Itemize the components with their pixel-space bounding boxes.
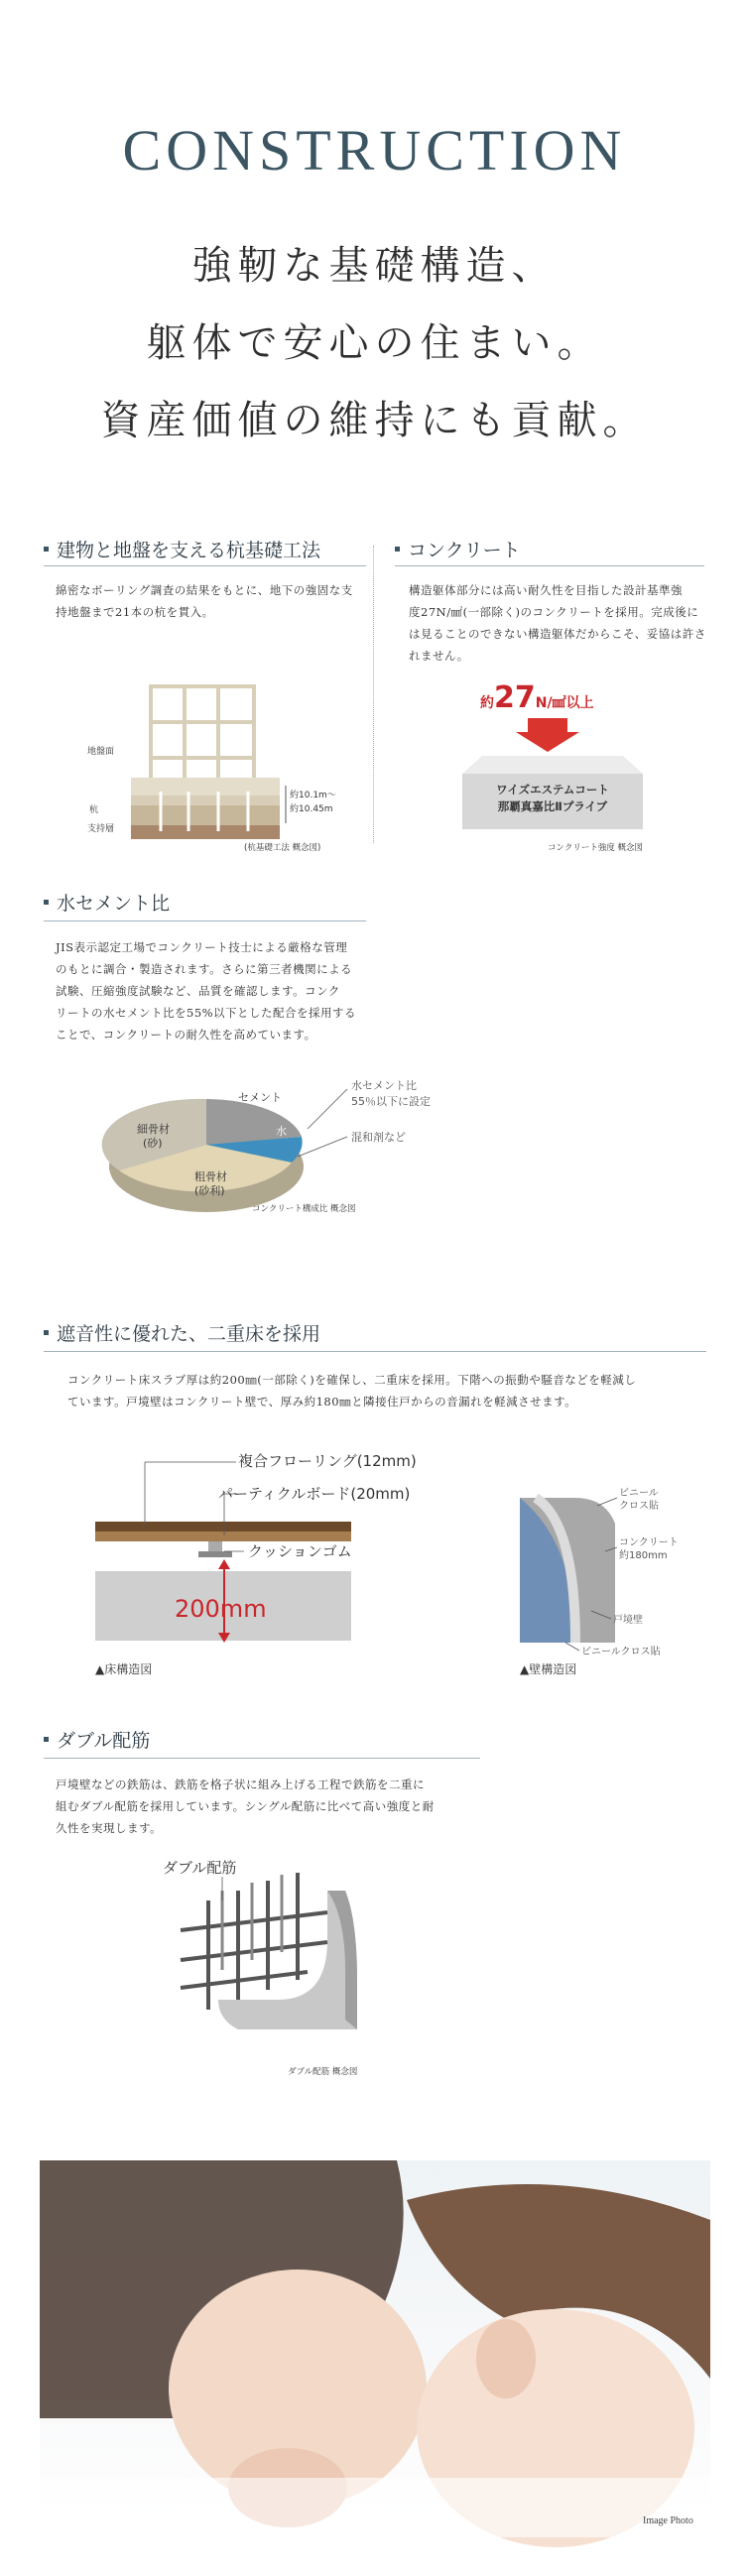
floor-text-line: ています。戸境壁はコンクリート壁で、厚み約180㎜と隣接住戸からの音漏れを軽減させます。 [67, 1395, 577, 1409]
rebar-diagram [159, 1861, 397, 2049]
concrete-text-line: 度27N/㎟(一部除く)のコンクリートを採用。完成後に [409, 605, 699, 619]
column-divider [373, 546, 374, 843]
pie-label-cement: セメント [238, 1091, 282, 1104]
block-top [462, 756, 643, 774]
concrete-text [409, 579, 706, 667]
wall-concrete-label-2: 約180mm [619, 1550, 668, 1561]
water-text-line: JIS表示認定工場でコンクリート技士による厳格な管理 [56, 940, 348, 954]
rebar-caption: ダブル配筋 概念図 [288, 2067, 358, 2077]
soil [131, 805, 280, 825]
vinyl-bottom-label: ビニールクロス貼 [581, 1647, 661, 1657]
pie-label-coarse-2: (砂利) [194, 1184, 225, 1197]
heading-marker [44, 1737, 49, 1742]
concrete-caption: コンクリート強度 概念図 [548, 843, 644, 853]
pile-heading [44, 536, 320, 562]
block-line-1: ワイズエステムコート [496, 783, 609, 797]
rebar-text-line: 久性を実現します。 [56, 1821, 163, 1835]
slab-label: 200mm [175, 1595, 267, 1623]
ground-surface [131, 796, 280, 805]
mother-child-illustration [40, 2160, 710, 2537]
page-title: CONSTRUCTION [122, 118, 627, 183]
water-heading-text: 水セメント比 [57, 893, 171, 915]
catch-line-1: 強靭な基礎構造、 [191, 243, 558, 289]
catch-line-2: 躯体で安心の住まい。 [146, 320, 603, 366]
particle-layer [95, 1532, 351, 1541]
water-text-line: 試験、圧縮強度試験など、品質を確認します。コンク [56, 984, 340, 998]
wall-caption: ▲壁構造図 [520, 1662, 577, 1676]
floor-caption: ▲床構造図 [95, 1662, 153, 1676]
water-text-line: リートの水セメント比を55%以下とした配合を採用する [56, 1006, 357, 1020]
strength-unit: N/㎟以上 [535, 695, 594, 711]
vinyl-top-label-1: ビニール [619, 1488, 659, 1499]
water-text [56, 936, 373, 1045]
composition-pie [99, 1071, 431, 1220]
water-rule [44, 920, 366, 921]
floor-heading-text: 遮音性に優れた、二重床を採用 [57, 1323, 321, 1345]
pile-label: 杭 [89, 805, 99, 815]
floor-diagram [95, 1442, 492, 1651]
concrete-heading [395, 536, 521, 562]
depth-label-2: 約10.45m [290, 804, 333, 814]
concrete-text-line: は見ることのできない構造躯体だからこそ、妥協は許さ [409, 627, 706, 641]
pile-caption: (杭基礎工法 概念図) [244, 843, 321, 853]
pile-heading-text: 建物と地盤を支える杭基礎工法 [57, 540, 321, 561]
floor-text [67, 1369, 712, 1412]
depth-label-1: 約10.1m〜 [290, 791, 336, 800]
legend-line-1: 水セメント比 [351, 1079, 417, 1092]
concrete-block-text [462, 782, 643, 815]
arrow-down-icon [516, 718, 579, 752]
flooring-layer [95, 1522, 351, 1532]
rebar-text-line: 戸境壁などの鉄筋は、鉄筋を格子状に組み上げる工程で鉄筋を二重に [56, 1778, 425, 1791]
building-frame [151, 686, 254, 794]
water-text-line: ことで、コンクリートの耐久性を高めています。 [56, 1028, 316, 1042]
pie-label-fine-2: (砂) [143, 1137, 163, 1150]
water-heading [44, 889, 170, 916]
pie-label-fine-1: 細骨材 [137, 1123, 170, 1136]
rebar-text-line: 組むダブル配筋を採用しています。シングル配筋に比べて高い強度と耐 [56, 1799, 435, 1813]
pile-diagram [79, 675, 367, 853]
cushion-base [198, 1551, 232, 1557]
rebar-label: ダブル配筋 [163, 1859, 237, 1877]
strength-prefix: 約 [480, 695, 494, 711]
foundation [131, 778, 280, 796]
concrete-block [458, 718, 647, 833]
concrete-rule [395, 565, 704, 566]
pie-label-water: 水 [276, 1125, 287, 1138]
heading-marker [44, 1330, 49, 1335]
catch-line-3: 資産価値の維持にも貢献。 [100, 398, 649, 443]
heading-marker [44, 900, 49, 905]
photo-caption: Image Photo [643, 2515, 693, 2526]
wall-concrete-label-1: コンクリート [619, 1537, 679, 1548]
photo-lower-fade [40, 2478, 710, 2537]
floor-rule [44, 1351, 706, 1352]
block-line-2: 那覇真嘉比Ⅱプライブ [497, 799, 608, 813]
strength-label [480, 680, 594, 715]
rebar-text [56, 1774, 492, 1839]
rebar-rule [44, 1758, 480, 1759]
strength-value: 27 [494, 680, 536, 715]
pile-text-line: 綿密なボーリング調査の結果をもとに、地下の強固な支 [56, 583, 353, 597]
support-layer [131, 825, 280, 839]
arrow-up-icon [218, 1559, 230, 1569]
pie-cement [206, 1099, 302, 1145]
pile-rule [44, 565, 366, 566]
cushion-label: クッションゴム [248, 1542, 352, 1560]
ground-label: 地盤面 [87, 747, 115, 757]
rebar-heading [44, 1726, 150, 1753]
flooring-label: 複合フローリング(12mm) [238, 1452, 417, 1470]
pie-label-coarse-1: 粗骨材 [194, 1170, 227, 1183]
floor-text-line: コンクリート床スラブ厚は約200㎜(一部除く)を確保し、二重床を採用。下階への振動や騒音などを軽減し [67, 1373, 637, 1387]
concrete-heading-text: コンクリート [408, 540, 521, 561]
legend-line-2: 55％以下に設定 [351, 1095, 431, 1108]
layer-label: 支持層 [87, 824, 115, 834]
rebar-heading-text: ダブル配筋 [57, 1730, 151, 1752]
lifestyle-photo [40, 2160, 710, 2537]
child-hand [476, 2319, 536, 2398]
water-text-line: のもとに調合・製造されます。さらに第三者機関による [56, 962, 353, 976]
rebar-grid [181, 1873, 327, 2010]
vinyl-top-label-2: クロス貼 [619, 1501, 659, 1512]
wall-diagram [506, 1484, 704, 1662]
particle-label: パーティクルボード(20mm) [218, 1485, 411, 1503]
pile-text-line: 持地盤まで21本の杭を貫入。 [56, 605, 214, 619]
water-caption: コンクリート構成比 概念図 [252, 1204, 356, 1214]
pile-text [56, 579, 373, 623]
legend-line-3: 混和剤など [351, 1131, 406, 1144]
concrete-text-line: 構造躯体部分には高い耐久性を目指した設計基準強 [409, 583, 683, 597]
floor-heading [44, 1319, 320, 1346]
concrete-text-line: れません。 [409, 649, 469, 663]
heading-marker [395, 547, 400, 552]
heading-marker [44, 547, 49, 552]
wall-label: 戸境壁 [613, 1615, 643, 1626]
